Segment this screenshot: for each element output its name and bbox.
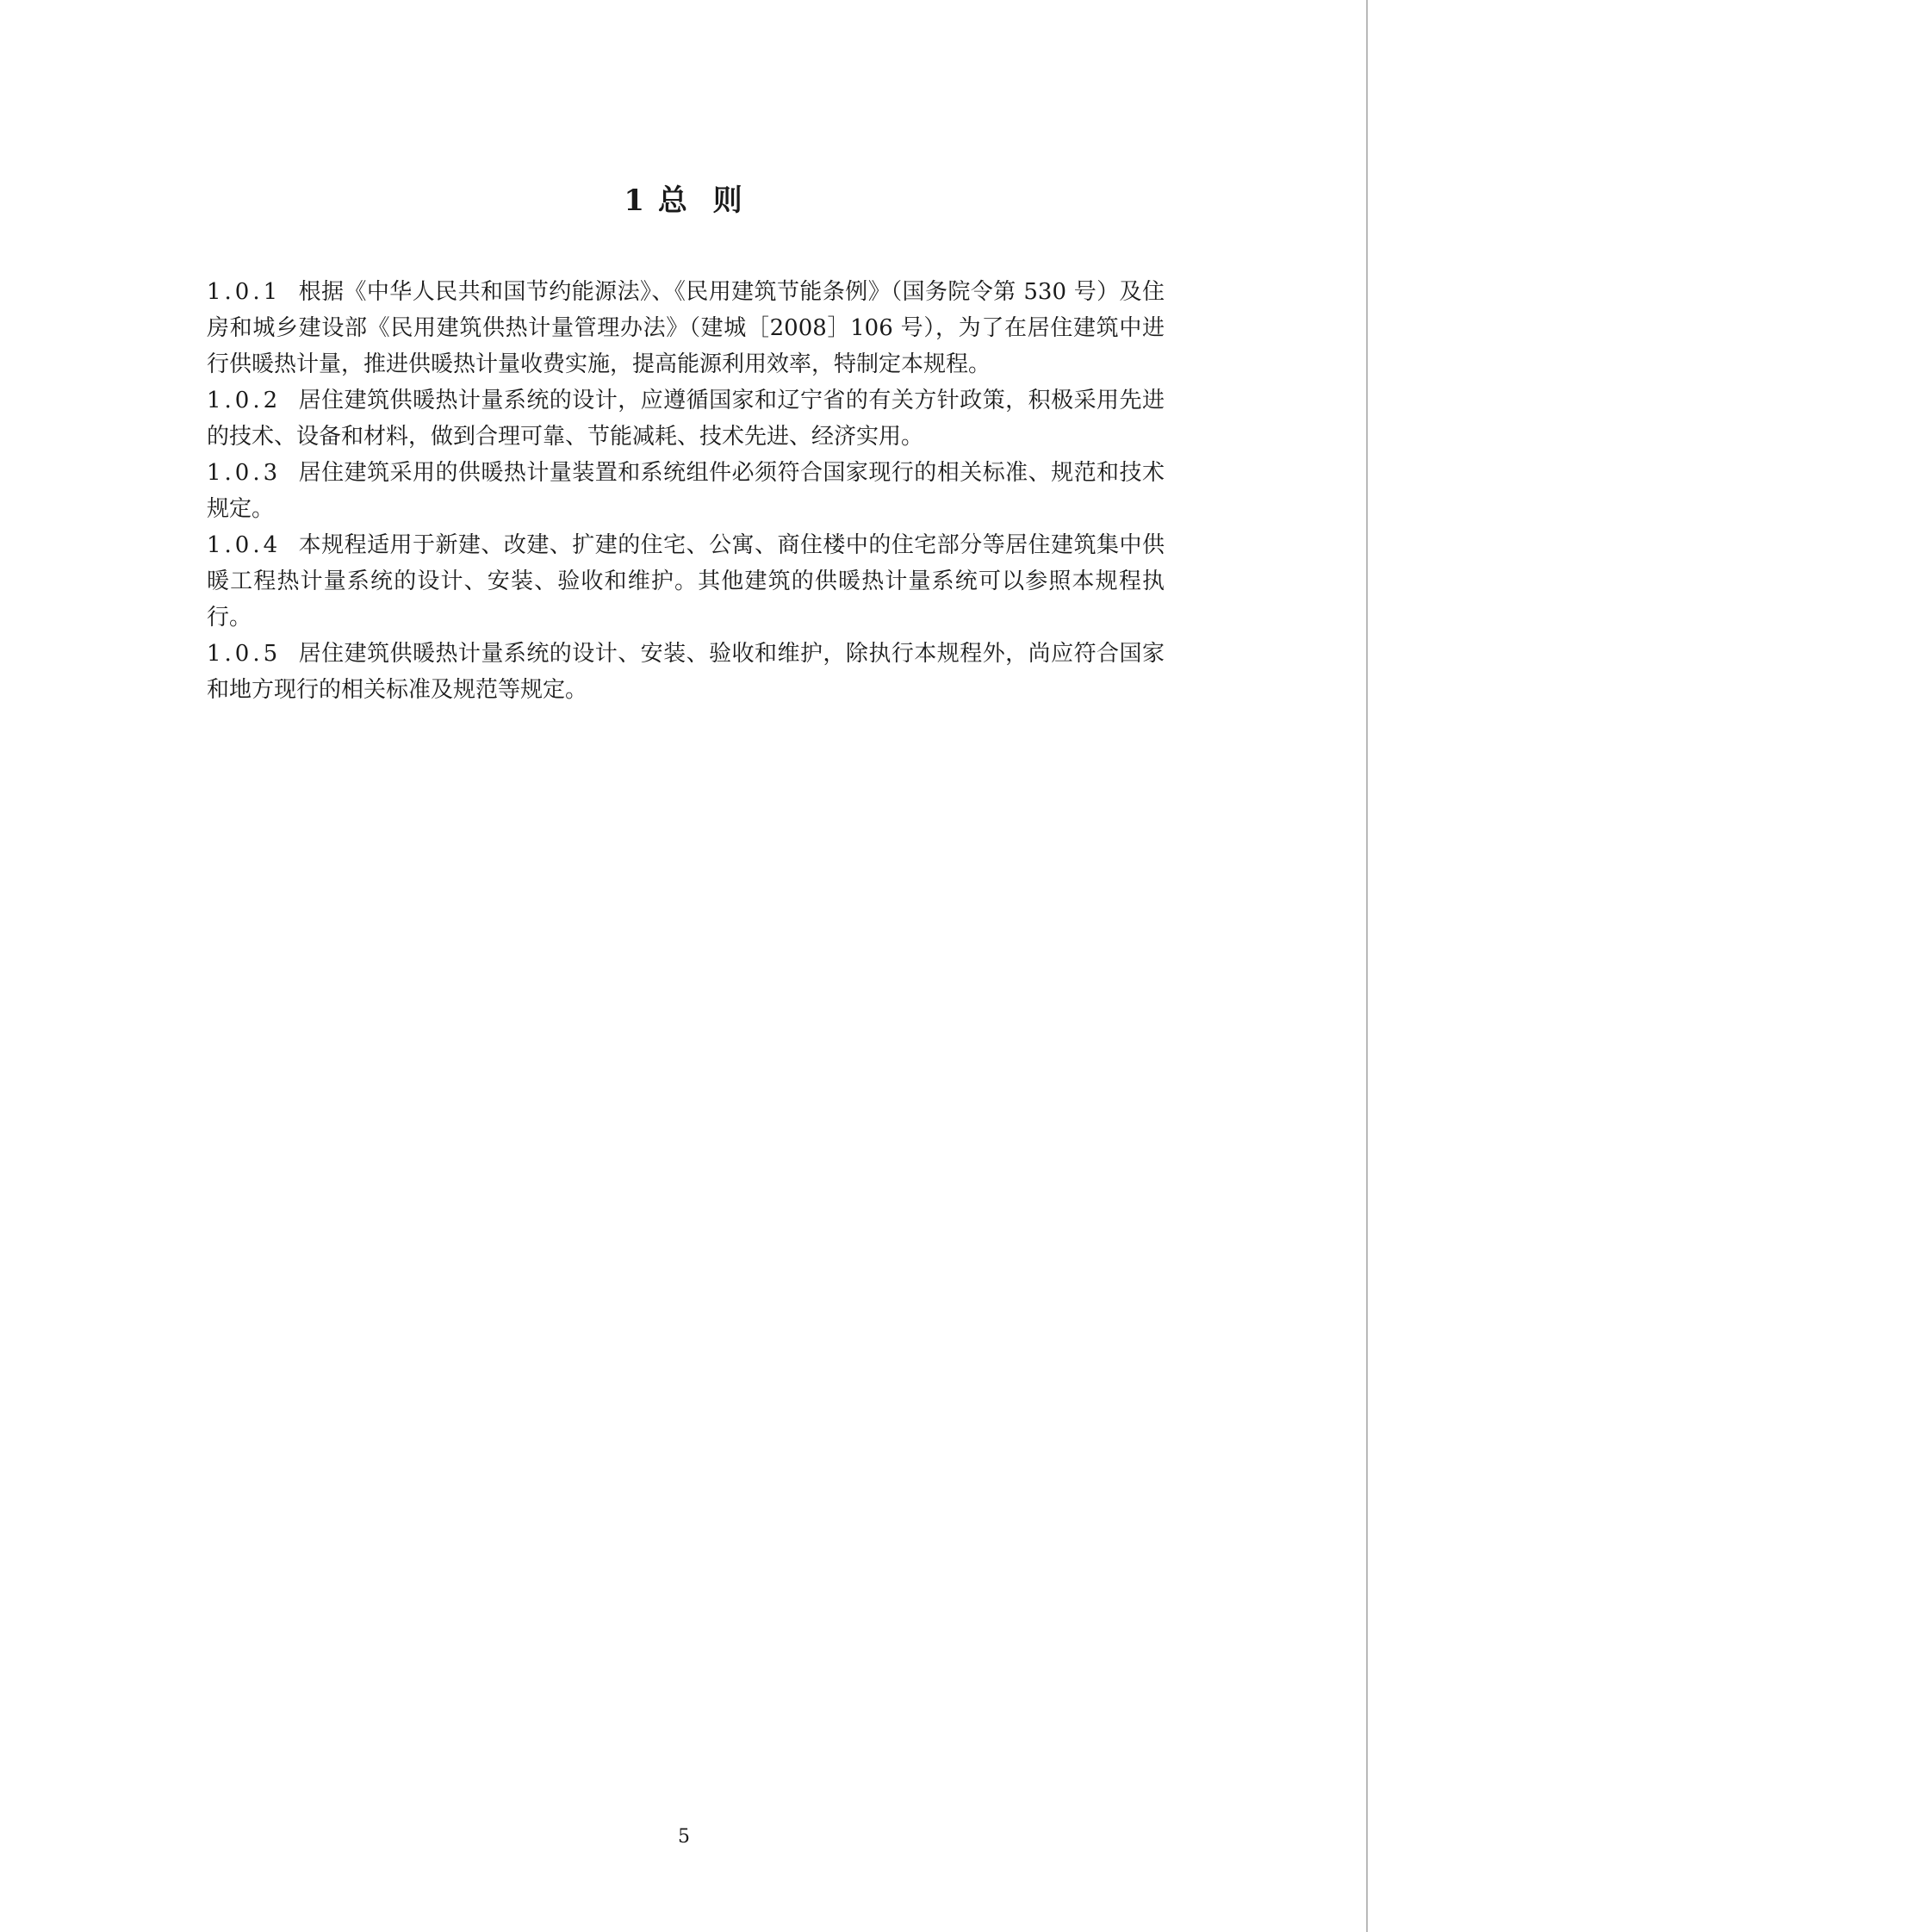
page-number: 5: [678, 1826, 690, 1848]
clause-text: 居住建筑采用的供暖热计量装置和系统组件必须符合国家现行的相关标准、规范和技术规定。: [207, 460, 1165, 522]
clause-text: 居住建筑供暖热计量系统的设计、安装、验收和维护，除执行本规程外，尚应符合国家和地方现行的相关标准及规范等规定。: [207, 641, 1165, 703]
clause-number: 1.0.5: [207, 641, 282, 667]
page-body: [207, 274, 1165, 708]
clause-text: 居住建筑供暖热计量系统的设计，应遵循国家和辽宁省的有关方针政策，积极采用先进的技术、设备和材料，做到合理可靠、节能减耗、技术先进、经济实用。: [207, 388, 1165, 450]
clause-paragraph: [207, 455, 1165, 527]
clause-number: 1.0.2: [207, 388, 282, 413]
clause-text: 根据《中华人民共和国节约能源法》、《民用建筑节能条例》（国务院令第 530 号）及住房和城乡建设部《民用建筑供热计量管理办法》（建城［2008］106 号），为了在居住建筑中进行供暖热计量，推进供暖热计量收费实施，提高能源利用效率，特制定本规程。: [207, 279, 1165, 377]
clause-number: 1.0.3: [207, 460, 282, 486]
clause-text: 本规程适用于新建、改建、扩建的住宅、公寓、商住楼中的住宅部分等居住建筑集中供暖工程热计量系统的设计、安装、验收和维护。其他建筑的供暖热计量系统可以参照本规程执行。: [207, 532, 1165, 631]
clause-paragraph: [207, 636, 1165, 708]
clause-number: 1.0.4: [207, 532, 282, 558]
clause-paragraph: [207, 527, 1165, 636]
viewer-side-area: [1370, 0, 1932, 1932]
clause-paragraph: [207, 382, 1165, 455]
clause-number: 1.0.1: [207, 279, 282, 305]
chapter-title: 1 总 则: [624, 183, 744, 218]
clause-paragraph: [207, 274, 1165, 382]
